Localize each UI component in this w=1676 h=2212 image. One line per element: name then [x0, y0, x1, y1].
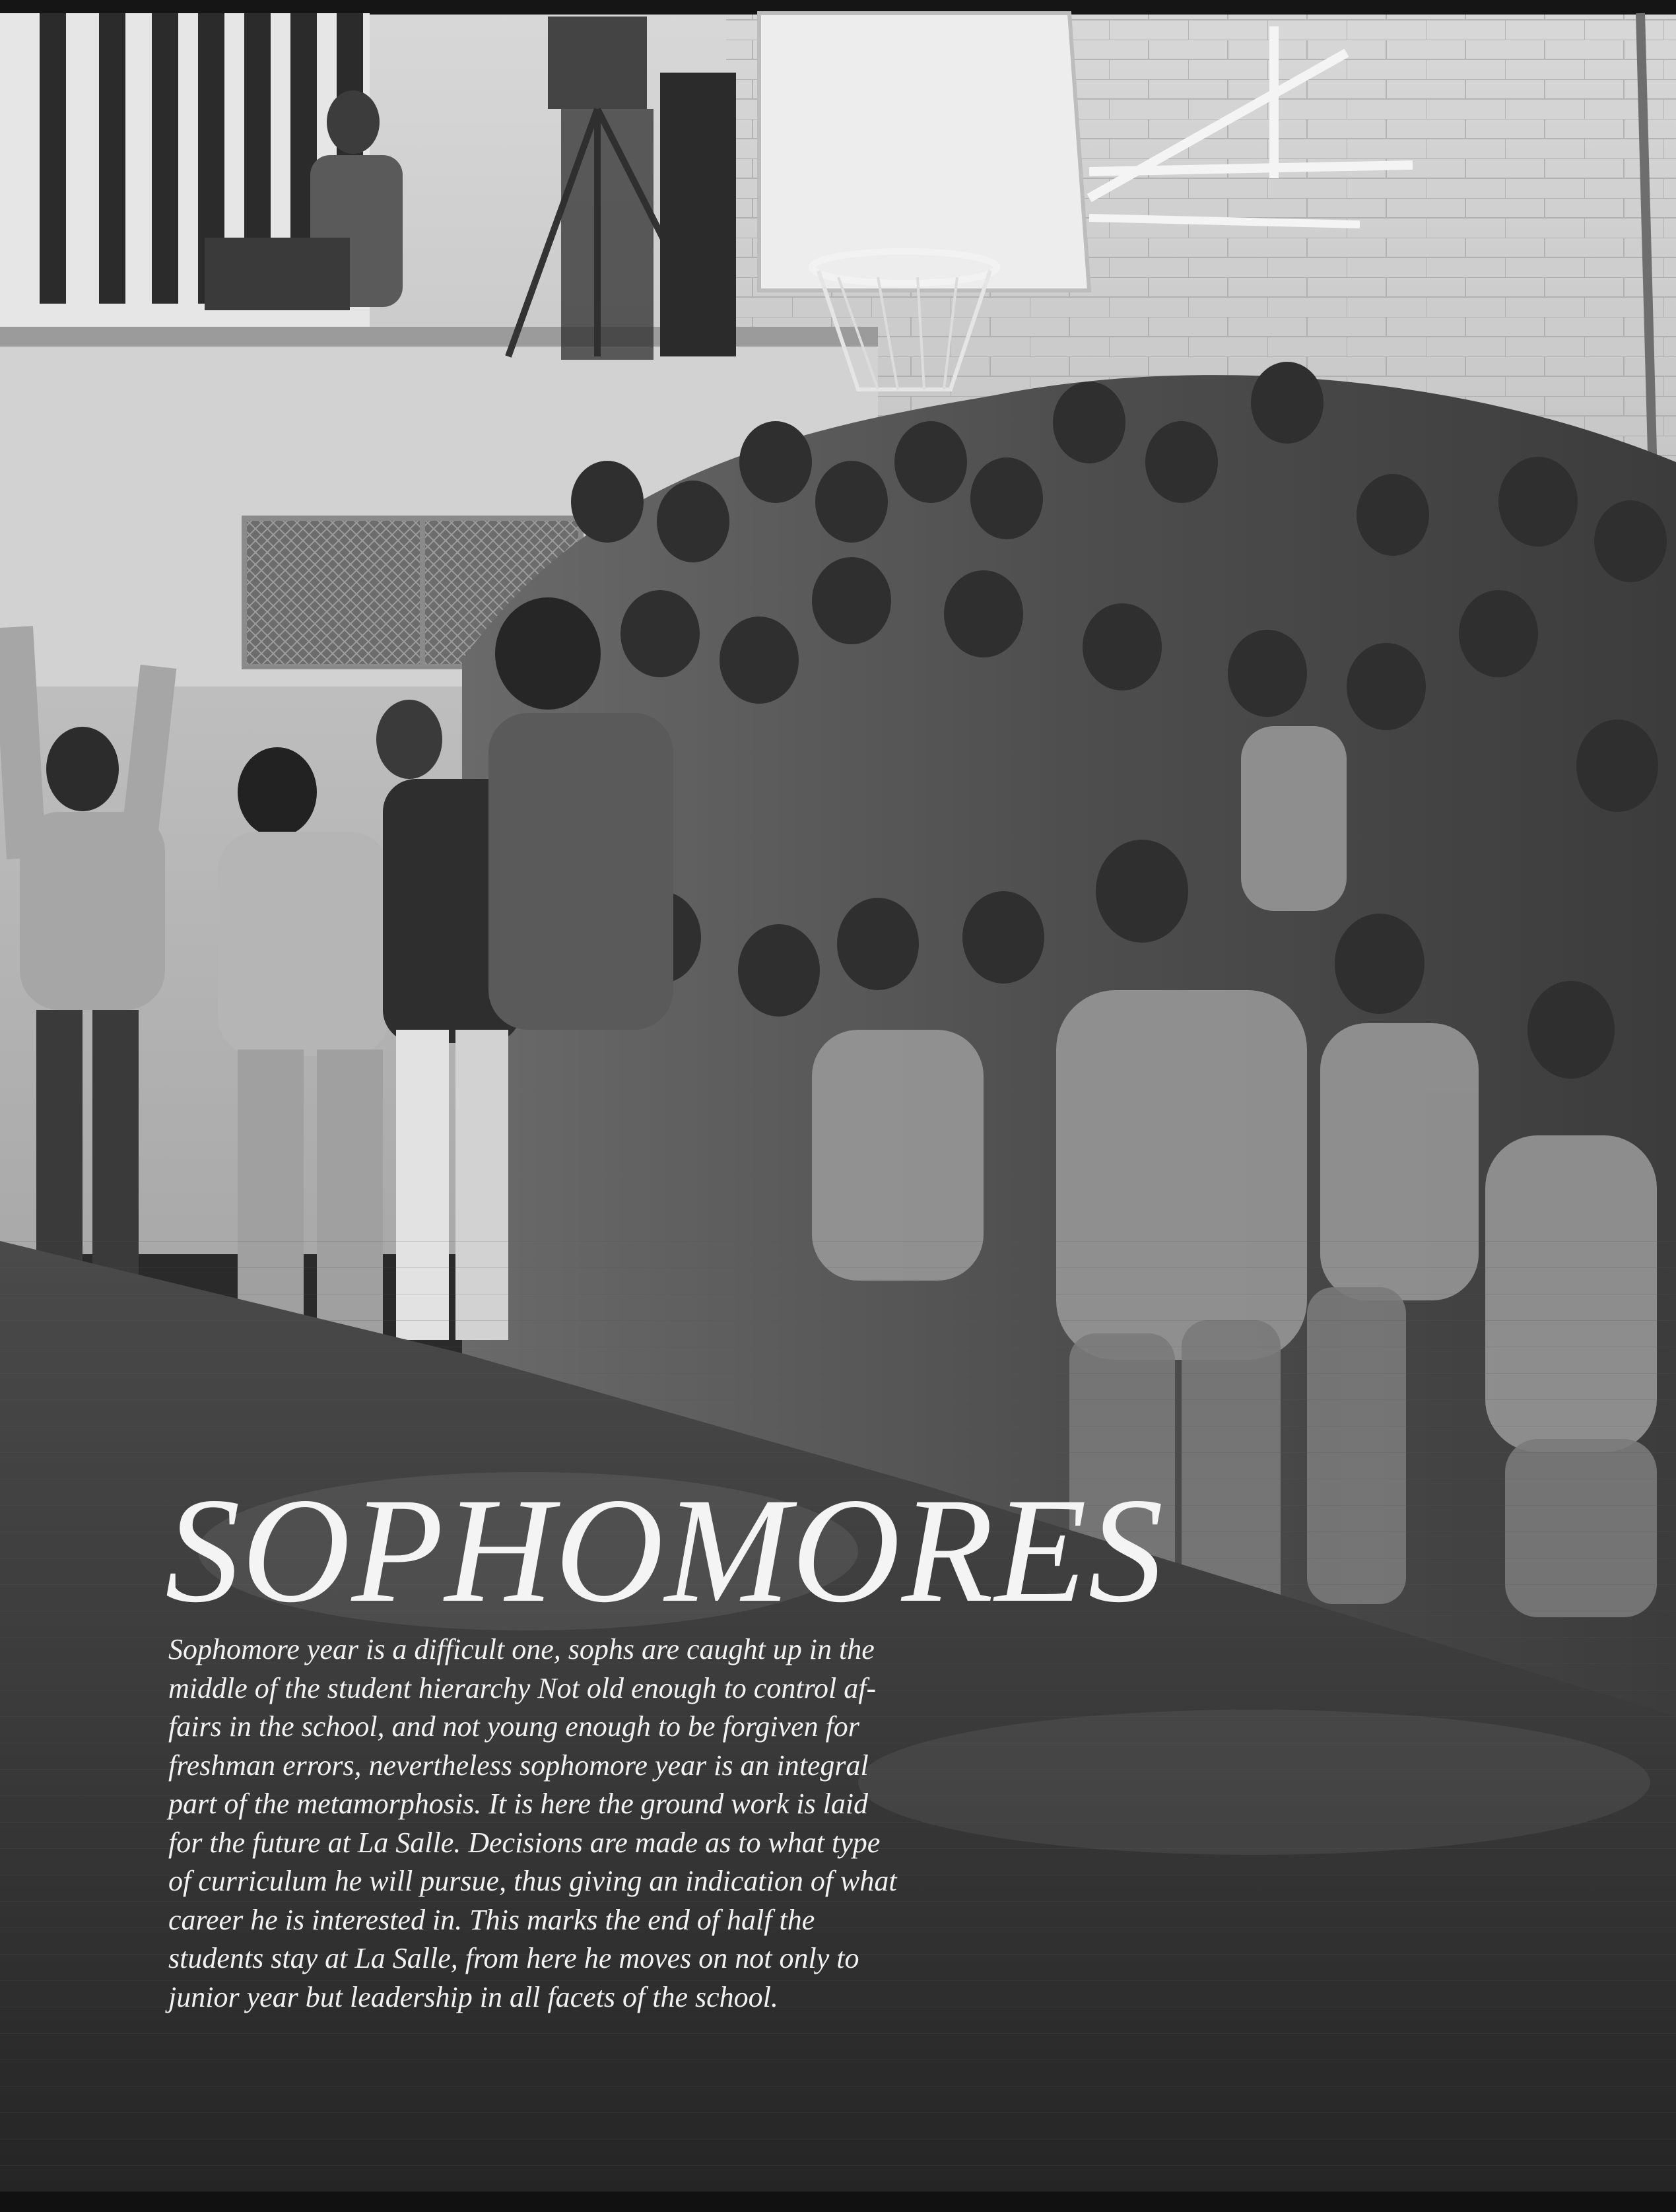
- caption-line: middle of the student hierarchy Not old enough to control af-: [168, 1671, 877, 1704]
- caption-line: fairs in the school, and not young enough to be forgiven for: [168, 1710, 859, 1743]
- caption-line: students stay at La Salle, from here he moves on not only to: [168, 1942, 859, 1974]
- caption-paragraph: [168, 1630, 1185, 2017]
- caption-line: Sophomore year is a difficult one, sophs are caught up in the: [168, 1633, 875, 1665]
- caption-line: career he is interested in. This marks the end of half the: [168, 1903, 815, 1936]
- page-title: SOPHOMORES: [165, 1467, 1165, 1634]
- caption-line: of curriculum he will pursue, thus giving an indication of what: [168, 1865, 897, 1897]
- caption-line: junior year but leadership in all facets of the school.: [168, 1980, 778, 2013]
- caption-line: freshman errors, nevertheless sophomore year is an integral: [168, 1749, 869, 1782]
- caption-line: part of the metamorphosis. It is here the ground work is laid: [168, 1788, 869, 1820]
- caption-line: for the future at La Salle. Decisions are made as to what type: [168, 1826, 881, 1859]
